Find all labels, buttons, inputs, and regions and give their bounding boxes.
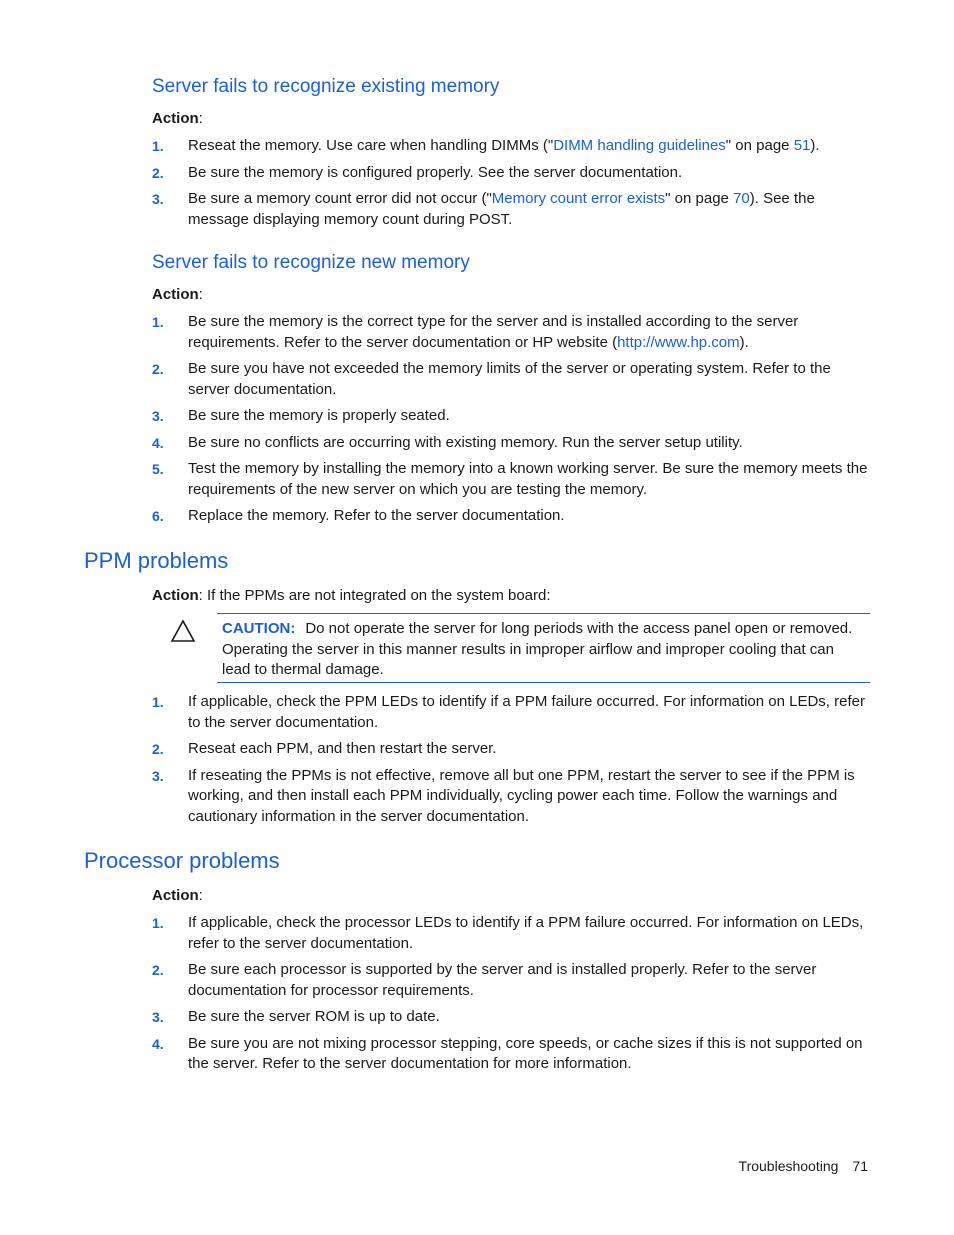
steps-processor: [152, 913, 872, 1075]
list-item: 2. Be sure you have not exceeded the memory limits of the server or operating system. Refer to the server documentation.: [152, 360, 831, 398]
list-item: 2. Be sure each processor is supported by the server and is installed properly. Refer to the server documentation for processor requirements.: [152, 961, 817, 999]
list-item: 2. Be sure the memory is configured properly. See the server documentation.: [152, 163, 683, 181]
list-item: 3. If reseating the PPMs is not effective, remove all but one PPM, restart the server to see if the PPM is working, and then install each PPM individually, cycling power each time. Follow the warnings and cautionary information in the server documentation.: [152, 766, 855, 825]
list-item: 4. Be sure you are not mixing processor stepping, core speeds, or cache sizes if this is not supported on the server. Refer to the server documentation for more information.: [152, 1034, 863, 1072]
action-label: Action:: [152, 110, 203, 127]
list-item: 2. Reseat each PPM, and then restart the server.: [152, 740, 497, 757]
page-footer: [739, 1158, 868, 1174]
steps-new-memory: [152, 312, 872, 527]
list-item: 3. Be sure a memory count error did not occur ("Memory count error exists" on page 70). See the message displaying memory count during POST.: [152, 190, 815, 228]
list-item: 1. Be sure the memory is the correct type for the server and is installed according to the server requirements. Refer to the server documentation or HP website (http://www.hp.com).: [152, 313, 799, 351]
list-item: 1. If applicable, check the PPM LEDs to identify if a PPM failure occurred. For information on LEDs, refer to the server documentation.: [152, 693, 865, 731]
action-label: Action:: [152, 887, 203, 904]
list-item: 5. Test the memory by installing the memory into a known working server. Be sure the memory meets the requirements of the new server on which you are testing the memory.: [152, 460, 868, 498]
steps-existing-memory: [152, 136, 872, 230]
list-item: 6. Replace the memory. Refer to the server documentation.: [152, 507, 565, 524]
caution-text: CAUTION: Do not operate the server for long periods with the access panel open or removed. Operating the server in this manner results in improper airflow and improper cooling that can lead to thermal damage.: [222, 620, 853, 678]
page-51-link[interactable]: 51: [793, 137, 811, 154]
memory-count-error-link[interactable]: Memory count error exists: [491, 190, 666, 207]
action-label: Action: If the PPMs are not integrated on the system board:: [152, 587, 551, 604]
list-item: 3. Be sure the memory is properly seated.: [152, 407, 450, 424]
heading-new-memory: Server fails to recognize new memory: [152, 252, 470, 273]
caution-bottom-rule: [217, 682, 870, 683]
hp-website-link[interactable]: http://www.hp.com: [617, 333, 740, 351]
dimm-guidelines-link[interactable]: DIMM handling guidelines: [553, 137, 726, 154]
caution-top-rule: [217, 613, 870, 614]
heading-existing-memory: Server fails to recognize existing memory: [152, 76, 500, 97]
list-item: 4. Be sure no conflicts are occurring with existing memory. Run the server setup utility.: [152, 433, 743, 451]
list-item: 1. If applicable, check the processor LEDs to identify if a PPM failure occurred. For information on LEDs, refer to the server documentation.: [152, 914, 864, 952]
list-item: 3. Be sure the server ROM is up to date.: [152, 1008, 440, 1025]
caution-label: CAUTION:: [222, 620, 296, 637]
steps-ppm: [152, 692, 872, 827]
caution-box: [152, 613, 870, 683]
list-item: 1. Reseat the memory. Use care when handling DIMMs ("DIMM handling guidelines" on page 51).: [152, 137, 820, 154]
heading-processor-problems: Processor problems: [84, 848, 280, 873]
footer-section-name: Troubleshooting: [738, 1158, 839, 1174]
page-number: 71: [852, 1158, 868, 1174]
page-70-link[interactable]: 70: [733, 190, 750, 207]
heading-ppm-problems: PPM problems: [84, 548, 229, 573]
action-label: Action:: [152, 286, 203, 303]
caution-triangle-icon: [170, 619, 196, 643]
